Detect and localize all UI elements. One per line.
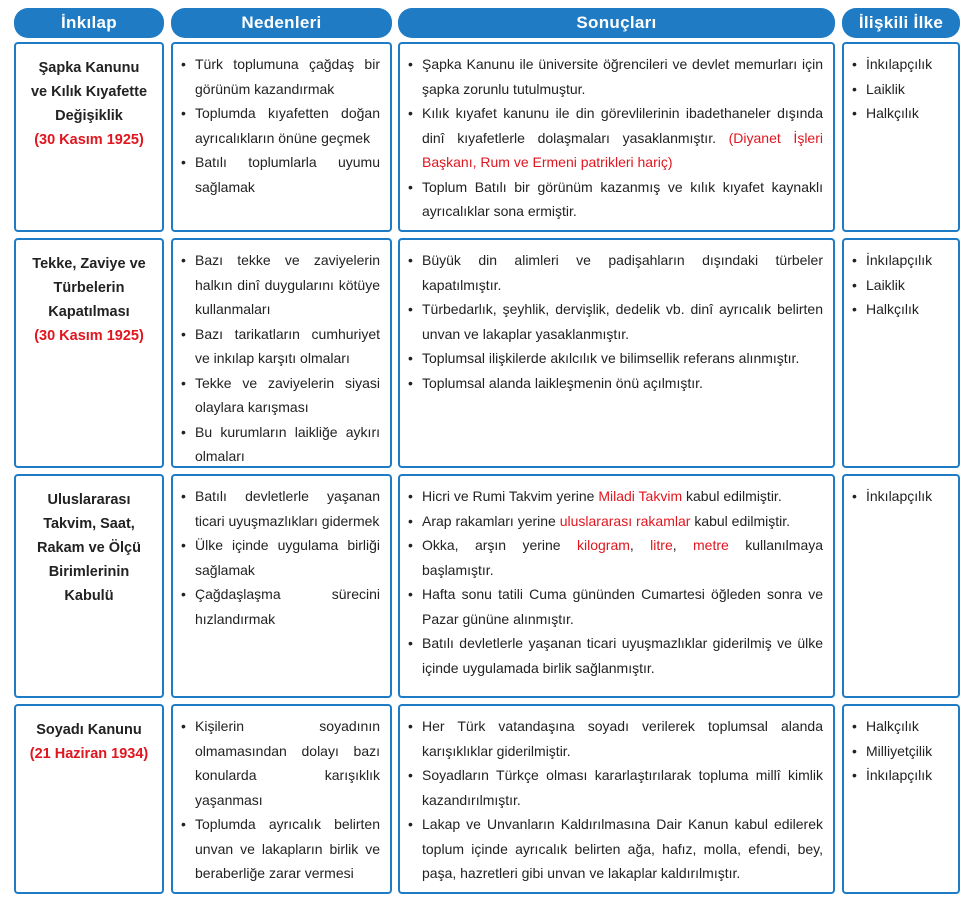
revolution-date: (30 Kasım 1925) [34, 132, 144, 148]
revolution-name-line: ve Kılık Kıyafette [30, 84, 148, 100]
principle-item: • Milliyetçilik [850, 739, 948, 764]
revolution-name-line: Soyadı Kanunu [36, 722, 142, 738]
result-text: kullanılmaya başlamıştır. [422, 537, 824, 578]
header-results: Sonuçları [398, 8, 835, 38]
revolution-name-line: Uluslararası [47, 492, 131, 508]
cause-item: • Çağdaşlaşma sürecini hızlandırmak [179, 582, 380, 631]
result-item [406, 101, 823, 175]
causes-cell [171, 474, 392, 698]
results-cell [398, 704, 835, 894]
result-item [406, 297, 823, 346]
principles-cell [842, 42, 960, 232]
revolution-name-line: Kabulü [64, 588, 114, 604]
causes-list [173, 44, 390, 203]
result-item [406, 509, 823, 534]
result-text: kabul edilmiştir. [682, 488, 782, 504]
result-text: Arap rakamları yerine [422, 512, 560, 529]
results-cell [398, 474, 835, 698]
result-text: Büyük din alimleri ve padişahların dışındaki türbeler kapatılmıştır. [422, 252, 823, 293]
revolution-cell [14, 474, 164, 698]
cause-item: • Ülke içinde uygulama birliği sağlamak [179, 533, 380, 582]
result-text: Soyadların Türkçe olması kararlaştırılarak topluma millî kimlik kazandırılmıştır. [422, 767, 823, 808]
cause-item: • Bazı tekke ve zaviyelerin halkın dinî duygularını kötüye kullanmaları [179, 248, 380, 322]
revolution-cell [14, 704, 164, 894]
cause-item: • Batılı toplumlarla uyumu sağlamak [179, 150, 380, 199]
result-text: Şapka Kanunu ile üniversite öğrencileri ve devlet memurları için şapka zorunlu tutulmuştur. [422, 56, 823, 97]
result-item [406, 631, 823, 680]
revolution-date: (30 Kasım 1925) [34, 328, 144, 344]
principles-cell [842, 704, 960, 894]
principle-item: • İnkılapçılık [850, 52, 948, 77]
cause-item: • Türk toplumuna çağdaş bir görünüm kazandırmak [179, 52, 380, 101]
result-text: Toplumsal ilişkilerde akılcılık ve bilimsellik referans alınmıştır. [422, 350, 800, 366]
header-revolution: İnkılap [14, 8, 164, 38]
result-text: Kılık kıyafet kanunu ile din görevlilerinin ibadethaneler dışında dinî kıyafetlerle dolaşmaları yasaklanmıştır. [422, 105, 823, 146]
results-list [400, 240, 833, 399]
principle-item: • İnkılapçılık [850, 484, 948, 509]
result-highlight: kilogram [576, 537, 630, 553]
results-cell [398, 42, 835, 232]
result-highlight: uluslararası rakamlar [559, 512, 691, 529]
result-text: , [629, 537, 651, 553]
cause-item: • Bazı tarikatların cumhuriyet ve inkılap karşıtı olmaları [179, 322, 380, 371]
principle-item: • Laiklik [850, 273, 948, 298]
results-list [400, 44, 833, 228]
result-text: Hafta sonu tatili Cuma gününden Cumartesi öğleden sonra ve Pazar gününe alınmıştır. [422, 586, 823, 627]
causes-cell [171, 238, 392, 468]
result-item [406, 248, 823, 297]
revolution-name-line: Tekke, Zaviye ve [32, 256, 146, 272]
header-causes: Nedenleri [171, 8, 392, 38]
results-list [400, 476, 833, 684]
results-cell [398, 238, 835, 468]
result-item [406, 346, 823, 371]
principles-cell [842, 238, 960, 468]
result-highlight: litre [650, 537, 673, 553]
causes-cell [171, 42, 392, 232]
revolution-name-line: Değişiklik [55, 108, 123, 124]
cause-item: • Kişilerin soyadının olmamasından dolayı bazı konularda karışıklık yaşanması [179, 714, 380, 812]
principles-list [844, 476, 958, 513]
revolution-cell [14, 238, 164, 468]
result-item [406, 175, 823, 224]
result-text: kabul edilmiştir. [690, 512, 791, 529]
result-item [406, 52, 823, 101]
result-text: Lakap ve Unvanların Kaldırılmasına Dair Kanun kabul edilerek toplum içinde ayrıcalık belirten ağa, hafız, molla, efendi, bey, paşa, hazretleri gibi unvan ve lakaplar kaldırılmıştır. [422, 816, 823, 881]
causes-cell [171, 704, 392, 894]
revolution-name-line: Şapka Kanunu [38, 60, 140, 76]
result-item [406, 484, 823, 509]
revolution-name-line: Birimlerinin [48, 564, 130, 580]
revolution-name-line: Rakam ve Ölçü [37, 540, 141, 556]
result-item [406, 812, 823, 886]
result-highlight: (Diyanet İşleri Başkanı, Rum ve Ermeni patrikleri hariç) [422, 129, 823, 170]
principles-list [844, 44, 958, 130]
cause-item: • Tekke ve zaviyelerin siyasi olaylara karışması [179, 371, 380, 420]
result-item [406, 533, 823, 582]
result-text: Okka, arşın yerine [422, 537, 577, 553]
result-item [406, 582, 823, 631]
result-text: Her Türk vatandaşına soyadı verilerek toplumsal alanda karışıklıklar giderilmiştir. [422, 718, 823, 759]
principles-list [844, 706, 958, 792]
principle-item: • Laiklik [850, 77, 948, 102]
principles-cell [842, 474, 960, 698]
result-item [406, 371, 823, 396]
cause-item: • Batılı devletlerle yaşanan ticari uyuşmazlıkları gidermek [179, 484, 380, 533]
result-item [406, 714, 823, 763]
result-text: Hicri ve Rumi Takvim yerine [422, 488, 599, 504]
revolution-name-line: Türbelerin [53, 280, 125, 296]
principle-item: • İnkılapçılık [850, 763, 948, 788]
result-text: Türbedarlık, şeyhlik, dervişlik, dedelik vb. dinî ayrıcalık belirten unvan ve lakaplar yasaklanmıştır. [422, 301, 823, 342]
revolution-date: (21 Haziran 1934) [29, 746, 149, 762]
header-principles: İlişkili İlke [842, 8, 960, 38]
result-item [406, 763, 823, 812]
result-highlight: Miladi Takvim [598, 488, 683, 504]
revolution-cell [14, 42, 164, 232]
cause-item: • Bu kurumların laikliğe aykırı olmaları [179, 420, 380, 469]
principle-item: • İnkılapçılık [850, 248, 948, 273]
cause-item: • Toplumda kıyafetten doğan ayrıcalıkların önüne geçmek [179, 101, 380, 150]
cause-item: • Toplumda ayrıcalık belirten unvan ve lakapların birlik ve beraberliğe zarar vermesi [179, 812, 380, 886]
principle-item: • Halkçılık [850, 101, 948, 126]
causes-list [173, 240, 390, 473]
result-text: , [672, 537, 694, 553]
revolution-name-line: Kapatılması [48, 304, 130, 320]
revolution-name-line: Takvim, Saat, [43, 516, 135, 532]
result-text: Batılı devletlerle yaşanan ticari uyuşmazlıklar giderilmiş ve ülke içinde uygulamada birlik sağlanmıştır. [422, 635, 823, 676]
result-text: Toplum Batılı bir görünüm kazanmış ve kılık kıyafet kaynaklı ayrıcalıklar sona ermiştir. [422, 178, 823, 219]
principle-item: • Halkçılık [850, 297, 948, 322]
causes-list [173, 476, 390, 635]
result-text: Toplumsal alanda laikleşmenin önü açılmıştır. [422, 374, 703, 391]
results-list [400, 706, 833, 890]
principles-list [844, 240, 958, 326]
causes-list [173, 706, 390, 890]
principle-item: • Halkçılık [850, 714, 948, 739]
result-highlight: metre [693, 537, 729, 553]
